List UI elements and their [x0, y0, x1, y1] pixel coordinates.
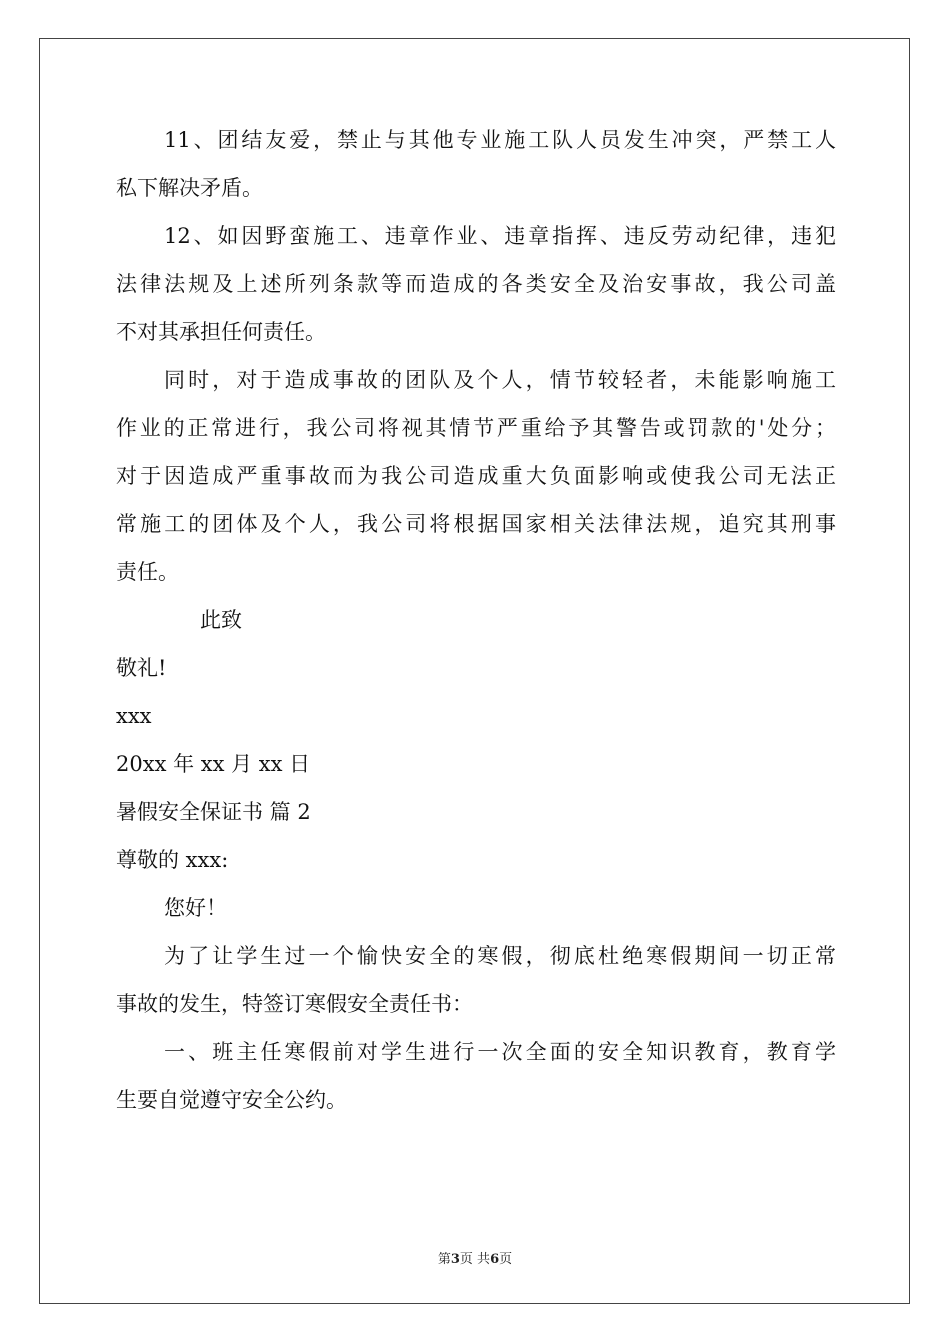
closing-respect: 敬礼! — [116, 656, 167, 680]
current-page-number: 3 — [450, 1252, 460, 1267]
footer-middle: 页 共 — [459, 1252, 491, 1267]
footer-suffix: 页 — [499, 1252, 513, 1267]
text-line: 法律法规及上述所列条款等而造成的各类安全及治安事故，我公司盖 — [116, 272, 836, 296]
text-line: 责任。 — [116, 560, 179, 584]
text-line: 事故的发生，特签订寒假安全责任书： — [116, 992, 473, 1016]
greeting: 您好！ — [164, 896, 227, 920]
text-line: 生要自觉遵守安全公约。 — [116, 1088, 347, 1112]
signer-name: xxx — [116, 704, 152, 728]
paragraph-penalty — [116, 364, 836, 588]
paragraph-item-one — [116, 1036, 836, 1116]
section-title: 暑假安全保证书 篇 2 — [116, 800, 311, 824]
document-body — [116, 124, 836, 1132]
text-line: 对于因造成严重事故而为我公司造成重大负面影响或使我公司无法正 — [116, 464, 836, 488]
text-line: 不对其承担任何责任。 — [116, 320, 326, 344]
text-line: 12、如因野蛮施工、违章作业、违章指挥、违反劳动纪律，违犯 — [164, 224, 836, 248]
closing-block — [116, 604, 836, 924]
text-line: 同时，对于造成事故的团队及个人，情节较轻者，未能影响施工 — [164, 368, 836, 392]
paragraph-item-11 — [116, 124, 836, 204]
text-line: 一、班主任寒假前对学生进行一次全面的安全知识教育，教育学 — [164, 1040, 836, 1064]
addressee: 尊敬的 xxx: — [116, 848, 229, 872]
text-line: 作业的正常进行，我公司将视其情节严重给予其警告或罚款的'处分； — [116, 416, 836, 440]
signature-date: 20xx 年 xx 月 xx 日 — [116, 752, 311, 776]
total-page-number: 6 — [490, 1252, 500, 1267]
footer-prefix: 第 — [437, 1252, 451, 1267]
text-line: 为了让学生过一个愉快安全的寒假，彻底杜绝寒假期间一切正常 — [164, 944, 836, 968]
page-footer — [0, 1248, 950, 1267]
paragraph-item-12 — [116, 220, 836, 348]
paragraph-intro — [116, 940, 836, 1020]
text-line: 常施工的团体及个人，我公司将根据国家相关法律法规，追究其刑事 — [116, 512, 836, 536]
closing-salutation: 此致 — [200, 608, 242, 632]
text-line: 11、团结友爱，禁止与其他专业施工队人员发生冲突，严禁工人 — [164, 128, 836, 152]
text-line: 私下解决矛盾。 — [116, 176, 263, 200]
